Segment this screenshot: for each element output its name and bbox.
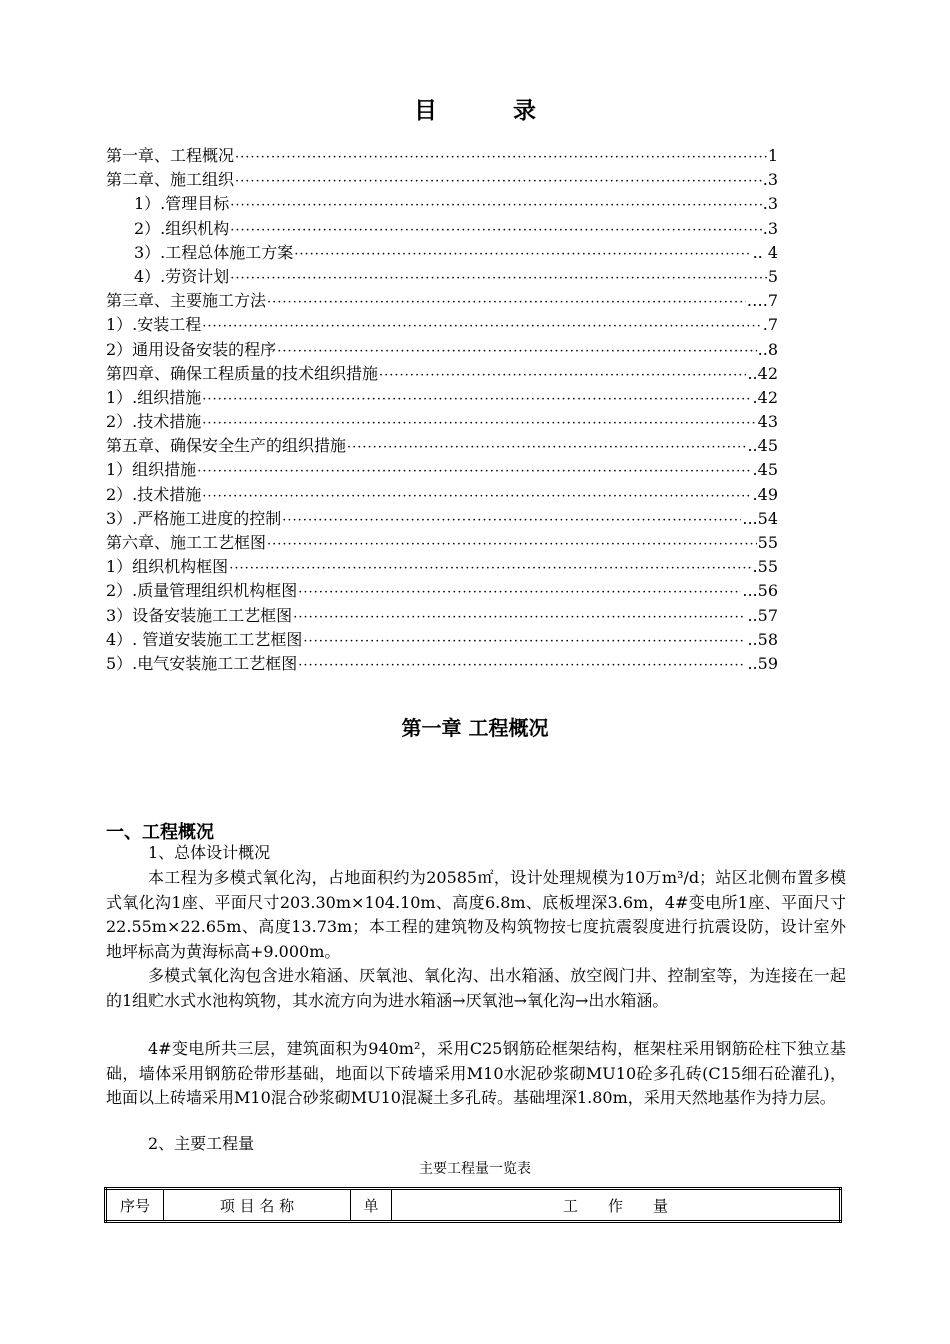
toc-entry[interactable]: [106, 531, 778, 555]
toc-entry-label: 第二章、施工组织: [106, 170, 235, 190]
toc-entry-page: .3: [762, 194, 778, 214]
toc-entry-page: .3: [762, 218, 778, 238]
toc-entry[interactable]: [106, 483, 778, 507]
header-cell-unit: 单: [351, 1189, 392, 1222]
toc-entry-page: ..42: [747, 363, 778, 383]
toc-entry-page: .. 4: [752, 242, 778, 262]
table-of-contents: [106, 144, 778, 676]
toc-entry[interactable]: [106, 434, 778, 458]
toc-entry-page: ...54: [742, 508, 778, 528]
toc-entry-label: 1）.安装工程: [106, 315, 202, 335]
toc-title: 目录: [414, 98, 612, 124]
toc-entry-label: 1）.组织措施: [106, 387, 202, 407]
header-cell-item-name: 项 目 名 称: [164, 1189, 351, 1222]
toc-dot-leader: [282, 509, 741, 533]
toc-entry-label: 4）. 管道安装施工工艺框图: [106, 629, 303, 649]
toc-entry-page: 55: [757, 533, 778, 552]
toc-entry[interactable]: [106, 241, 778, 265]
header-cell-no: 序号: [119, 1196, 150, 1215]
toc-dot-leader: [294, 243, 751, 267]
toc-entry-label: 4）.劳资计划: [134, 266, 230, 286]
toc-entry-label: 第五章、确保安全生产的组织措施: [106, 436, 347, 456]
toc-entry-page: ..8: [757, 339, 778, 359]
toc-dot-leader: [235, 146, 767, 170]
toc-dot-leader: [202, 315, 761, 339]
toc-entry-page: .7: [762, 315, 778, 335]
toc-entry[interactable]: [106, 579, 778, 603]
toc-entry[interactable]: [106, 217, 778, 241]
toc-entry-page: ..57: [747, 605, 778, 625]
toc-entry-page: ..45: [747, 436, 778, 456]
toc-entry-label: 2）.质量管理组织机构框图: [106, 581, 298, 601]
toc-entry-label: 第六章、施工工艺框图: [106, 533, 267, 552]
toc-dot-leader: [379, 364, 746, 388]
toc-entry[interactable]: [106, 604, 778, 628]
toc-entry-page: ….7: [746, 291, 778, 311]
toc-entry[interactable]: [106, 338, 778, 362]
toc-entry-page: 43: [757, 412, 778, 432]
toc-dot-leader: [303, 630, 746, 654]
toc-entry[interactable]: [106, 458, 778, 482]
toc-dot-leader: [229, 557, 751, 581]
paragraph-oxidation-ditch: 多模式氧化沟包含进水箱涵、厌氧池、氧化沟、出水箱涵、放空阀门井、控制室等，为连接在一起的1组贮水式水池构筑物，其水流方向为进水箱涵→厌氧池→氧化沟→出水箱涵。: [106, 966, 846, 1010]
toc-dot-leader: [347, 436, 746, 460]
toc-dot-leader: [230, 194, 761, 218]
toc-entry[interactable]: [106, 555, 778, 579]
toc-entry[interactable]: [106, 386, 778, 410]
toc-entry-label: 1）.管理目标: [134, 194, 230, 214]
paragraph-project-overview: 本工程为多模式氧化沟，占地面积约为20585㎡，设计处理规模为10万m³/d；站区北侧布置多模式氧化沟1座、平面尺寸203.30m×104.10m、高度6.8m、底板埋深3.6m，4#变电所1座、平面尺寸22.55m×22.65m、高度13.73m；本工程的建筑物及构筑物按七度抗震裂度进行抗震设防，设计室外地坪标高为黄海标高+9.000m。: [106, 868, 846, 961]
toc-entry-label: 第四章、确保工程质量的技术组织措施: [106, 363, 379, 383]
toc-entry-label: 第三章、主要施工方法: [106, 291, 267, 311]
toc-entry-label: 1）组织措施: [106, 460, 197, 480]
toc-entry-label: 3）.严格施工进度的控制: [106, 508, 282, 528]
quantities-table: [104, 1187, 842, 1223]
toc-entry-label: 1）组织机构框图: [106, 557, 229, 577]
toc-entry-label: 3）.工程总体施工方案: [134, 242, 294, 262]
toc-dot-leader: [293, 606, 746, 630]
toc-dot-leader: [197, 460, 751, 484]
toc-entry[interactable]: [106, 628, 778, 652]
toc-entry-label: 2）.技术措施: [106, 484, 202, 504]
toc-entry-page: 1: [767, 146, 778, 165]
toc-entry-page: ..59: [747, 653, 778, 673]
toc-dot-leader: [267, 533, 757, 557]
toc-dot-leader: [277, 340, 756, 364]
chapter-title: 第一章 工程概况: [401, 716, 549, 740]
toc-entry-page: .45: [752, 460, 778, 480]
section-title: 一、工程概况: [106, 822, 214, 843]
toc-entry[interactable]: [106, 652, 778, 676]
toc-entry[interactable]: [106, 313, 778, 337]
toc-dot-leader: [230, 267, 767, 291]
toc-entry-label: 3）设备安装施工工艺框图: [106, 605, 293, 625]
toc-dot-leader: [235, 170, 762, 194]
paragraph-substation: 4#变电所共三层，建筑面积为940m²，采用C25钢筋砼框架结构，框架柱采用钢筋砼柱下独立基础，墙体采用钢筋砼带形基础，地面以下砖墙采用M10水泥砂浆砌MU10砼多孔砖(C15细石砼灌孔)，地面以上砖墙采用M10混合砂浆砌MU10混凝土多孔砖。基础埋深1.80m，采用天然地基作为持力层。: [106, 1039, 846, 1107]
header-cell-quantity: 工 作 量: [392, 1189, 841, 1222]
toc-entry[interactable]: [106, 265, 778, 289]
subsection-design-overview: 1、总体设计概况: [148, 843, 271, 862]
toc-dot-leader: [202, 485, 751, 509]
toc-dot-leader: [298, 654, 746, 678]
toc-dot-leader: [230, 219, 761, 243]
toc-entry-page: .55: [752, 557, 778, 577]
table-header-row: [106, 1189, 841, 1222]
toc-entry[interactable]: [106, 410, 778, 434]
toc-entry-page: ..58: [747, 629, 778, 649]
toc-entry-label: 5）.电气安装施工工艺框图: [106, 653, 298, 673]
toc-dot-leader: [298, 581, 741, 605]
toc-entry-page: .42: [752, 387, 778, 407]
toc-entry[interactable]: [106, 168, 778, 192]
toc-entry-page: .49: [752, 484, 778, 504]
toc-entry-page: ...56: [742, 581, 778, 601]
toc-entry-label: 2）.技术措施: [106, 412, 202, 432]
table-caption: 主要工程量一览表: [419, 1161, 531, 1177]
toc-dot-leader: [267, 291, 746, 315]
toc-entry-label: 第一章、工程概况: [106, 146, 235, 165]
toc-entry-page: .3: [762, 170, 778, 190]
toc-entry[interactable]: [106, 507, 778, 531]
toc-entry[interactable]: [106, 362, 778, 386]
toc-entry[interactable]: [106, 192, 778, 216]
toc-entry-label: 2）通用设备安装的程序: [106, 339, 277, 359]
toc-entry[interactable]: [106, 144, 778, 168]
toc-dot-leader: [202, 412, 756, 436]
toc-entry[interactable]: [106, 289, 778, 313]
toc-entry-page: 5: [767, 266, 778, 286]
toc-entry-label: 2）.组织机构: [134, 218, 230, 238]
toc-dot-leader: [202, 388, 751, 412]
subsection-main-quantities: 2、主要工程量: [148, 1134, 255, 1153]
